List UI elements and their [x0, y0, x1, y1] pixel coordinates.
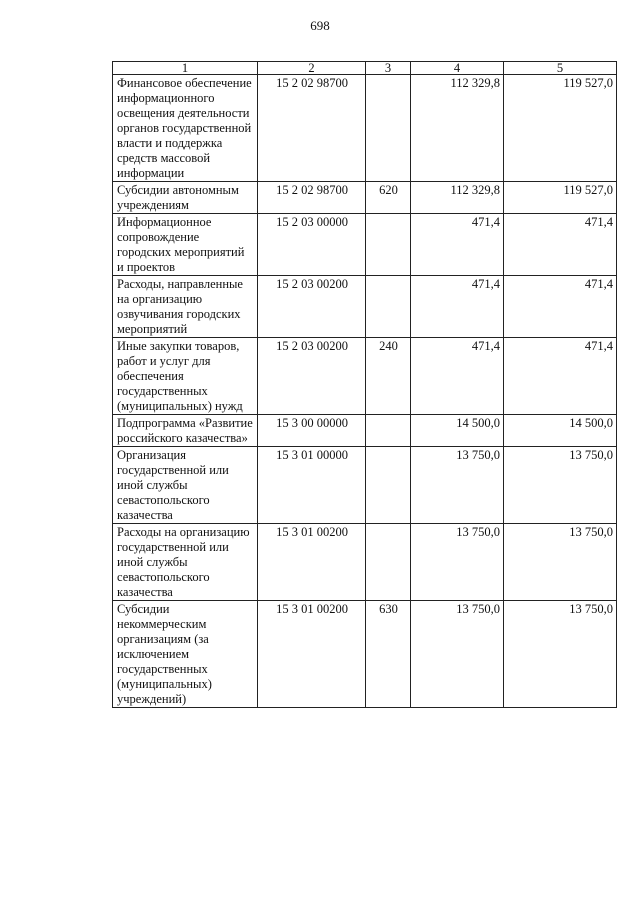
header-col-5: 5: [504, 62, 617, 75]
row-code: 15 3 01 00200: [258, 601, 366, 708]
row-value-2: 13 750,0: [504, 447, 617, 524]
row-value-2: 13 750,0: [504, 524, 617, 601]
header-col-1: 1: [113, 62, 258, 75]
header-col-4: 4: [411, 62, 504, 75]
row-code: 15 3 00 00000: [258, 415, 366, 447]
row-value-1: 112 329,8: [411, 75, 504, 182]
row-value-2: 471,4: [504, 214, 617, 276]
row-name: Иные закупки товаров, работ и услуг для обеспечения государственных (муниципальных) нужд: [113, 338, 258, 415]
header-col-2: 2: [258, 62, 366, 75]
page-number: 698: [310, 18, 330, 33]
row-value-2: 119 527,0: [504, 182, 617, 214]
row-type: 620: [366, 182, 411, 214]
row-value-1: 13 750,0: [411, 524, 504, 601]
row-value-2: 471,4: [504, 276, 617, 338]
row-value-2: 119 527,0: [504, 75, 617, 182]
table-row: [113, 75, 617, 182]
row-value-1: 14 500,0: [411, 415, 504, 447]
row-name: Организация государственной или иной службы севастопольского казачества: [113, 447, 258, 524]
row-name: Финансовое обеспечение информационного освещения деятельности органов государственной власти и поддержка средств массовой информации: [113, 75, 258, 182]
row-type: [366, 415, 411, 447]
row-code: 15 2 03 00200: [258, 276, 366, 338]
table-row: [113, 276, 617, 338]
header-col-3: 3: [366, 62, 411, 75]
table-header-row: [113, 62, 617, 75]
row-type: [366, 276, 411, 338]
table-row: [113, 447, 617, 524]
row-code: 15 2 02 98700: [258, 75, 366, 182]
table-row: [113, 415, 617, 447]
row-type: 630: [366, 601, 411, 708]
row-code: 15 3 01 00000: [258, 447, 366, 524]
row-name: Субсидии автономным учреждениям: [113, 182, 258, 214]
table-row: [113, 214, 617, 276]
row-code: 15 2 02 98700: [258, 182, 366, 214]
row-type: [366, 75, 411, 182]
row-value-2: 471,4: [504, 338, 617, 415]
row-code: 15 3 01 00200: [258, 524, 366, 601]
row-value-2: 14 500,0: [504, 415, 617, 447]
row-value-1: 112 329,8: [411, 182, 504, 214]
row-value-1: 471,4: [411, 338, 504, 415]
row-value-1: 13 750,0: [411, 447, 504, 524]
row-value-1: 471,4: [411, 214, 504, 276]
row-type: [366, 214, 411, 276]
row-type: [366, 524, 411, 601]
row-value-2: 13 750,0: [504, 601, 617, 708]
table-row: [113, 601, 617, 708]
row-type: 240: [366, 338, 411, 415]
table-row: [113, 182, 617, 214]
row-type: [366, 447, 411, 524]
row-name: Расходы, направленные на организацию озвучивания городских мероприятий: [113, 276, 258, 338]
row-name: Подпрограмма «Развитие российского казачества»: [113, 415, 258, 447]
row-name: Субсидии некоммерческим организациям (за исключением государственных (муниципальных) учреждений): [113, 601, 258, 708]
row-name: Информационное сопровождение городских мероприятий и проектов: [113, 214, 258, 276]
table-row: [113, 338, 617, 415]
row-name: Расходы на организацию государственной или иной службы севастопольского казачества: [113, 524, 258, 601]
row-value-1: 471,4: [411, 276, 504, 338]
row-code: 15 2 03 00000: [258, 214, 366, 276]
row-code: 15 2 03 00200: [258, 338, 366, 415]
budget-table: [112, 61, 617, 708]
table-row: [113, 524, 617, 601]
row-value-1: 13 750,0: [411, 601, 504, 708]
